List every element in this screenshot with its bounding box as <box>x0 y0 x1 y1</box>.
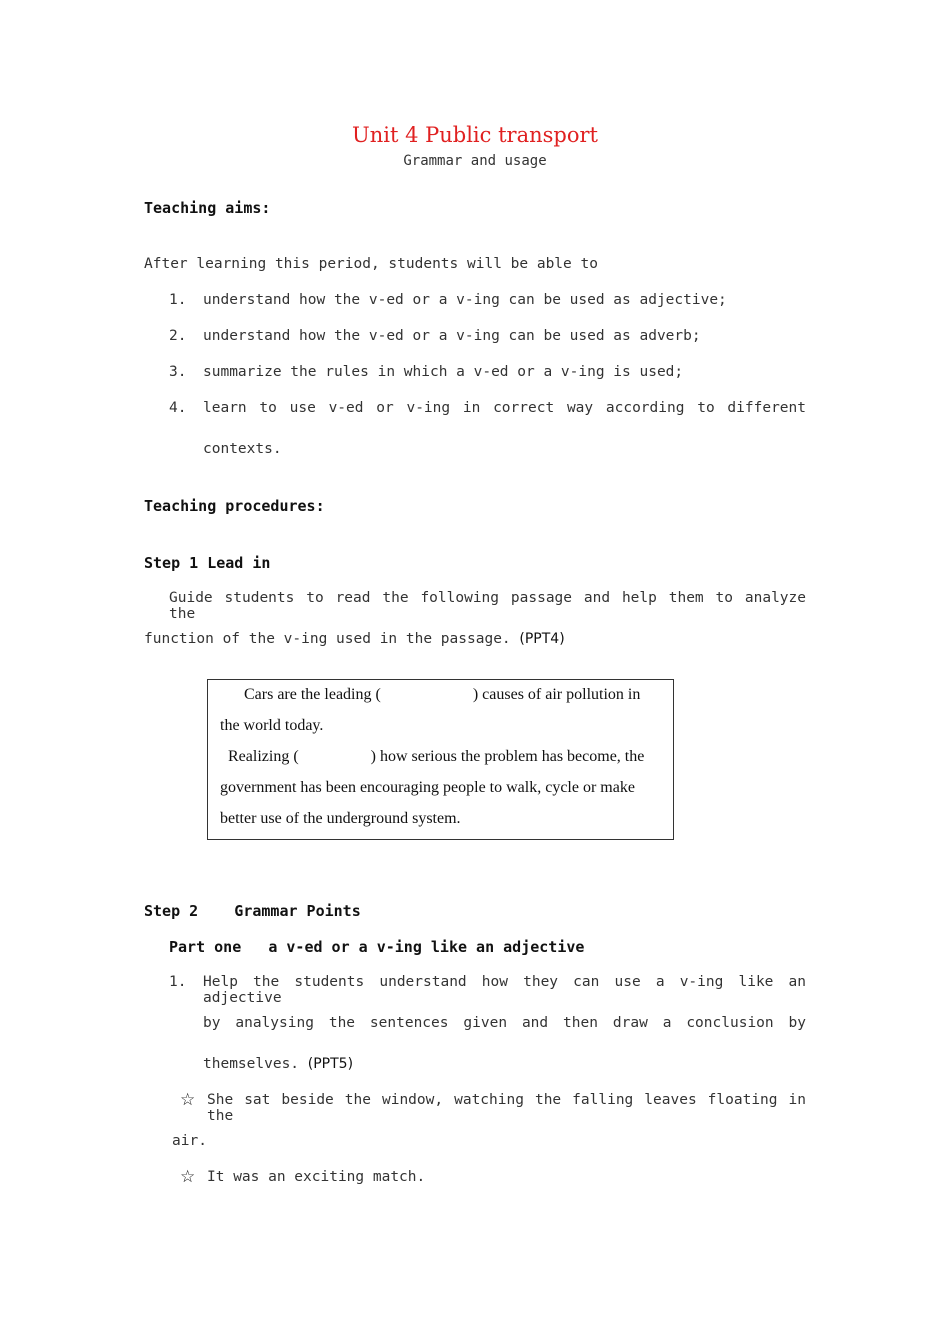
passage-text: Realizing ( <box>228 748 299 765</box>
page-title: Unit 4 Public transport <box>352 123 598 147</box>
example-sentence-continued: air. <box>172 1133 207 1149</box>
aim-number: 4. <box>169 400 187 416</box>
step2-item-number: 1. <box>169 974 187 990</box>
step2-heading: Step 2 Grammar Points <box>144 902 361 920</box>
example-sentence: She sat beside the window, watching the falling leaves floating in the <box>207 1092 806 1124</box>
aim-number: 1. <box>169 292 187 308</box>
step2-item-text-end <box>203 1056 353 1072</box>
passage-text: the world today. <box>220 717 324 734</box>
step1-paragraph-continued <box>144 631 565 647</box>
aim-text: learn to use v-ed or v-ing in correct way according to different <box>203 400 806 416</box>
star-icon: ☆ <box>180 1090 196 1110</box>
passage-text: ) causes of air pollution in <box>472 686 641 703</box>
aim-text: summarize the rules in which a v-ed or a v-ing is used; <box>203 364 684 380</box>
example-sentence: It was an exciting match. <box>207 1169 426 1185</box>
step1-heading: Step 1 Lead in <box>144 554 271 572</box>
step1-paragraph: Guide students to read the following passage and help them to analyze the <box>169 590 806 622</box>
page-subtitle: Grammar and usage <box>403 153 547 169</box>
step2-item-text: Help the students understand how they can use a v-ing like an adjective <box>203 974 806 1006</box>
passage-text: Cars are the leading ( <box>244 686 381 703</box>
aim-text: understand how the v-ed or a v-ing can be used as adverb; <box>203 328 701 344</box>
star-icon: ☆ <box>180 1167 196 1187</box>
aims-intro: After learning this period, students will be able to <box>144 256 598 272</box>
passage-box <box>207 679 674 840</box>
step2-item-text: by analysing the sentences given and then draw a conclusion by <box>203 1015 806 1031</box>
teaching-aims-heading: Teaching aims: <box>144 199 271 217</box>
aim-text: understand how the v-ed or a v-ing can be used as adjective; <box>203 292 727 308</box>
passage-text: better use of the underground system. <box>220 810 461 827</box>
teaching-procedures-heading: Teaching procedures: <box>144 497 325 515</box>
step2-item-text: themselves. <box>203 1056 300 1072</box>
passage-text: government has been encouraging people to walk, cycle or make <box>220 779 635 796</box>
aim-text-continued: contexts. <box>203 441 282 457</box>
aim-number: 3. <box>169 364 187 380</box>
ppt-reference: (PPT5) <box>307 1056 354 1072</box>
passage-text: ) how serious the problem has become, the <box>370 748 645 765</box>
part-one-heading: Part one a v-ed or a v-ing like an adjective <box>169 938 585 956</box>
step1-paragraph-text: function of the v-ing used in the passage. <box>144 631 511 647</box>
ppt-reference: (PPT4) <box>519 631 565 647</box>
aim-number: 2. <box>169 328 187 344</box>
